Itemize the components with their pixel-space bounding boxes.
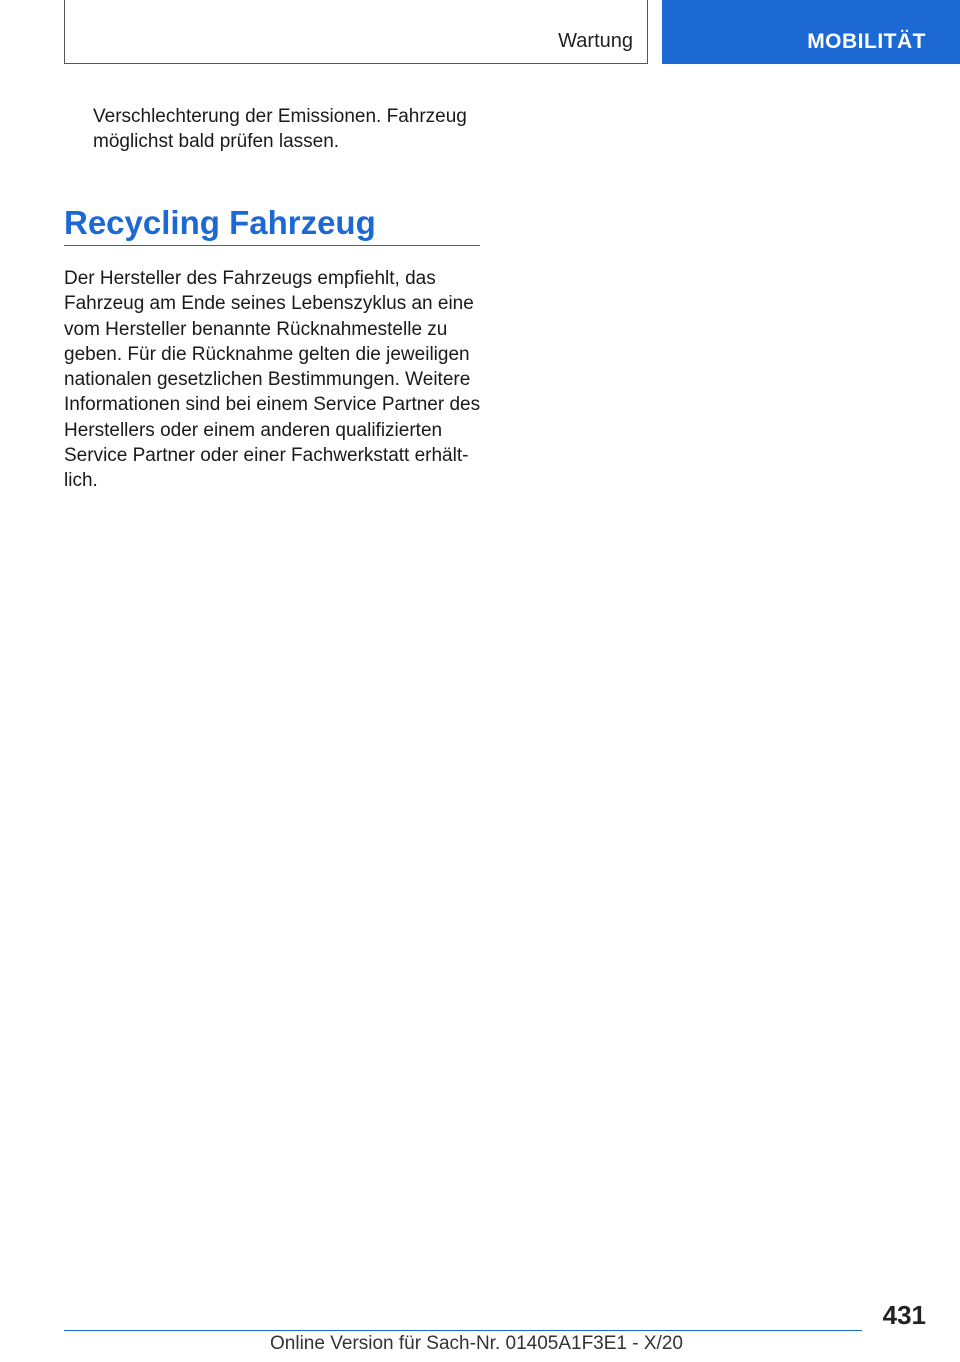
header-chapter-label: MOBILITÄT <box>807 30 926 53</box>
intro-text: Verschlechterung der Emissionen. Fahrzeug möglichst bald prüfen lassen. <box>93 106 467 152</box>
header-section-box <box>64 0 648 64</box>
page-number: 431 <box>882 1300 926 1330</box>
header-section-label: Wartung <box>558 30 633 52</box>
footer-divider <box>64 1330 862 1331</box>
body-paragraph: Der Hersteller des Fahrzeugs empfiehlt, das Fahrzeug am Ende seines Lebenszyklus an eine vom Hersteller benannte Rücknahmestelle zu geben. Für die Rücknahme gelten die jeweiligen nationalen gesetzlichen Bestimmungen. Weitere Informationen sind bei einem Service Partner des Herstellers oder einem anderen qualifizierten Service Partner oder einer Fachwerkstatt erhältlich. <box>64 268 481 492</box>
header-chapter-tab[interactable] <box>662 0 960 64</box>
section-title: Recycling Fahrzeug <box>64 203 480 246</box>
footer-online-version: Online Version für Sach-Nr. 01405A1F3E1 - X/20 <box>270 1333 683 1354</box>
